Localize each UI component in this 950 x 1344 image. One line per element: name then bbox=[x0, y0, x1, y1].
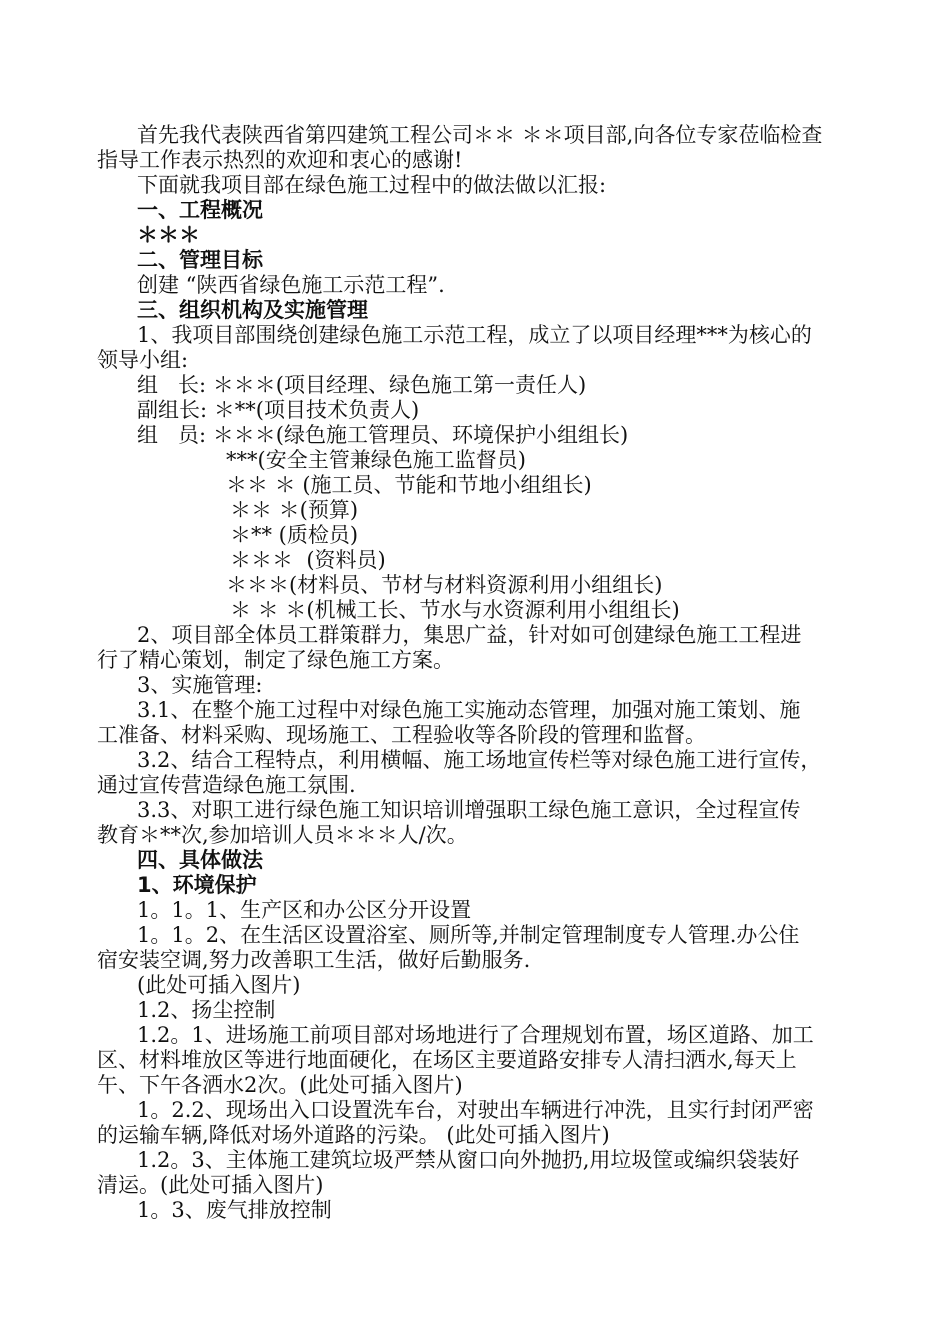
overview-placeholder: ＊＊＊ bbox=[137, 223, 200, 247]
section-heading-practices: 四、具体做法 bbox=[137, 848, 263, 872]
item-1-2-3-line-2: 清运。(此处可插入图片) bbox=[97, 1173, 324, 1197]
item-1-1-2-line-2: 宿安装空调,努力改善职工生活，做好后勤服务. bbox=[97, 948, 531, 972]
image-placeholder-note-1: (此处可插入图片) bbox=[137, 973, 301, 997]
item-3-2-line-2: 通过宣传营造绿色施工氛围. bbox=[97, 773, 356, 797]
subheading-exhaust-control: 1。3、废气排放控制 bbox=[137, 1198, 332, 1222]
section-heading-management-goal: 二、管理目标 bbox=[137, 248, 263, 272]
item-1-2-1-line-1: 1.2。1、进场施工前项目部对场地进行了合理规划布置，场区道路、加工 bbox=[137, 1023, 814, 1047]
item-3-1-line-1: 3.1、在整个施工过程中对绿色施工实施动态管理，加强对施工策划、施 bbox=[137, 698, 801, 722]
planning-paragraph-line-1: 2、项目部全体员工群策群力，集思广益，针对如可创建绿色施工工程进 bbox=[137, 623, 802, 647]
item-1-2-2-line-1: 1。2.2、现场出入口设置洗车台，对驶出车辆进行冲洗，且实行封闭严密 bbox=[137, 1098, 814, 1122]
member-line-3: ＊＊ ＊ (施工员、节能和节地小组组长) bbox=[226, 473, 592, 497]
organization-paragraph-line-2: 领导小组: bbox=[97, 348, 189, 372]
item-3-1-line-2: 工准备、材料采购、现场施工、工程验收等各阶段的管理和监督。 bbox=[97, 723, 706, 747]
member-line-7: ＊＊＊(材料员、节材与材料资源利用小组组长) bbox=[226, 573, 663, 597]
member-line-6: ＊＊＊ (资料员) bbox=[230, 548, 386, 572]
item-1-2-2-line-2: 的运输车辆,降低对场外道路的污染。 (此处可插入图片) bbox=[97, 1123, 610, 1147]
item-1-1-2-line-1: 1。1。2、在生活区设置浴室、厕所等,并制定管理制度专人管理.办公住 bbox=[137, 923, 800, 947]
item-3-3-line-2: 教育＊**次,参加培训人员＊＊＊人/次。 bbox=[97, 823, 468, 847]
group-leader-line: 组 长: ＊＊＊(项目经理、绿色施工第一责任人) bbox=[137, 373, 587, 397]
report-intro-line: 下面就我项目部在绿色施工过程中的做法做以汇报: bbox=[137, 173, 607, 197]
member-line-2: ***(安全主管兼绿色施工监督员) bbox=[226, 448, 526, 472]
item-3-3-line-1: 3.3、对职工进行绿色施工知识培训增强职工绿色施工意识，全过程宣传 bbox=[137, 798, 801, 822]
item-1-2-1-line-2: 区、材料堆放区等进行地面硬化，在场区主要道路安排专人清扫洒水,每天上 bbox=[97, 1048, 797, 1072]
subheading-environmental-protection: 1、环境保护 bbox=[137, 873, 257, 897]
section-heading-overview: 一、工程概况 bbox=[137, 198, 263, 222]
item-3-2-line-1: 3.2、结合工程特点，利用横幅、施工场地宣传栏等对绿色施工进行宣传， bbox=[137, 748, 822, 772]
intro-paragraph-line-1: 首先我代表陕西省第四建筑工程公司＊＊ ＊＊项目部,向各位专家莅临检查 bbox=[137, 123, 823, 147]
member-line-5: ＊** (质检员) bbox=[230, 523, 359, 547]
member-line-8: ＊ ＊ ＊(机械工长、节水与水资源利用小组组长) bbox=[230, 598, 680, 622]
item-1-1-1: 1。1。1、生产区和办公区分开设置 bbox=[137, 898, 472, 922]
management-goal-text: 创建 “陕西省绿色施工示范工程”. bbox=[137, 273, 445, 297]
organization-paragraph-line-1: 1、我项目部围绕创建绿色施工示范工程，成立了以项目经理***为核心的 bbox=[137, 323, 812, 347]
member-line-1: 组 员: ＊＊＊(绿色施工管理员、环境保护小组组长) bbox=[137, 423, 629, 447]
section-heading-organization: 三、组织机构及实施管理 bbox=[137, 298, 368, 322]
deputy-leader-line: 副组长: ＊**(项目技术负责人) bbox=[137, 398, 420, 422]
member-line-4: ＊＊ ＊(预算) bbox=[230, 498, 359, 522]
intro-paragraph-line-2: 指导工作表示热烈的欢迎和衷心的感谢! bbox=[97, 148, 463, 172]
subheading-dust-control: 1.2、扬尘控制 bbox=[137, 998, 276, 1022]
planning-paragraph-line-2: 行了精心策划，制定了绿色施工方案。 bbox=[97, 648, 454, 672]
implementation-heading: 3、实施管理: bbox=[137, 673, 263, 697]
item-1-2-1-line-3: 午、下午各洒水2次。(此处可插入图片) bbox=[97, 1073, 463, 1097]
item-1-2-3-line-1: 1.2。3、主体施工建筑垃圾严禁从窗口向外抛扔,用垃圾筐或编织袋装好 bbox=[137, 1148, 800, 1172]
